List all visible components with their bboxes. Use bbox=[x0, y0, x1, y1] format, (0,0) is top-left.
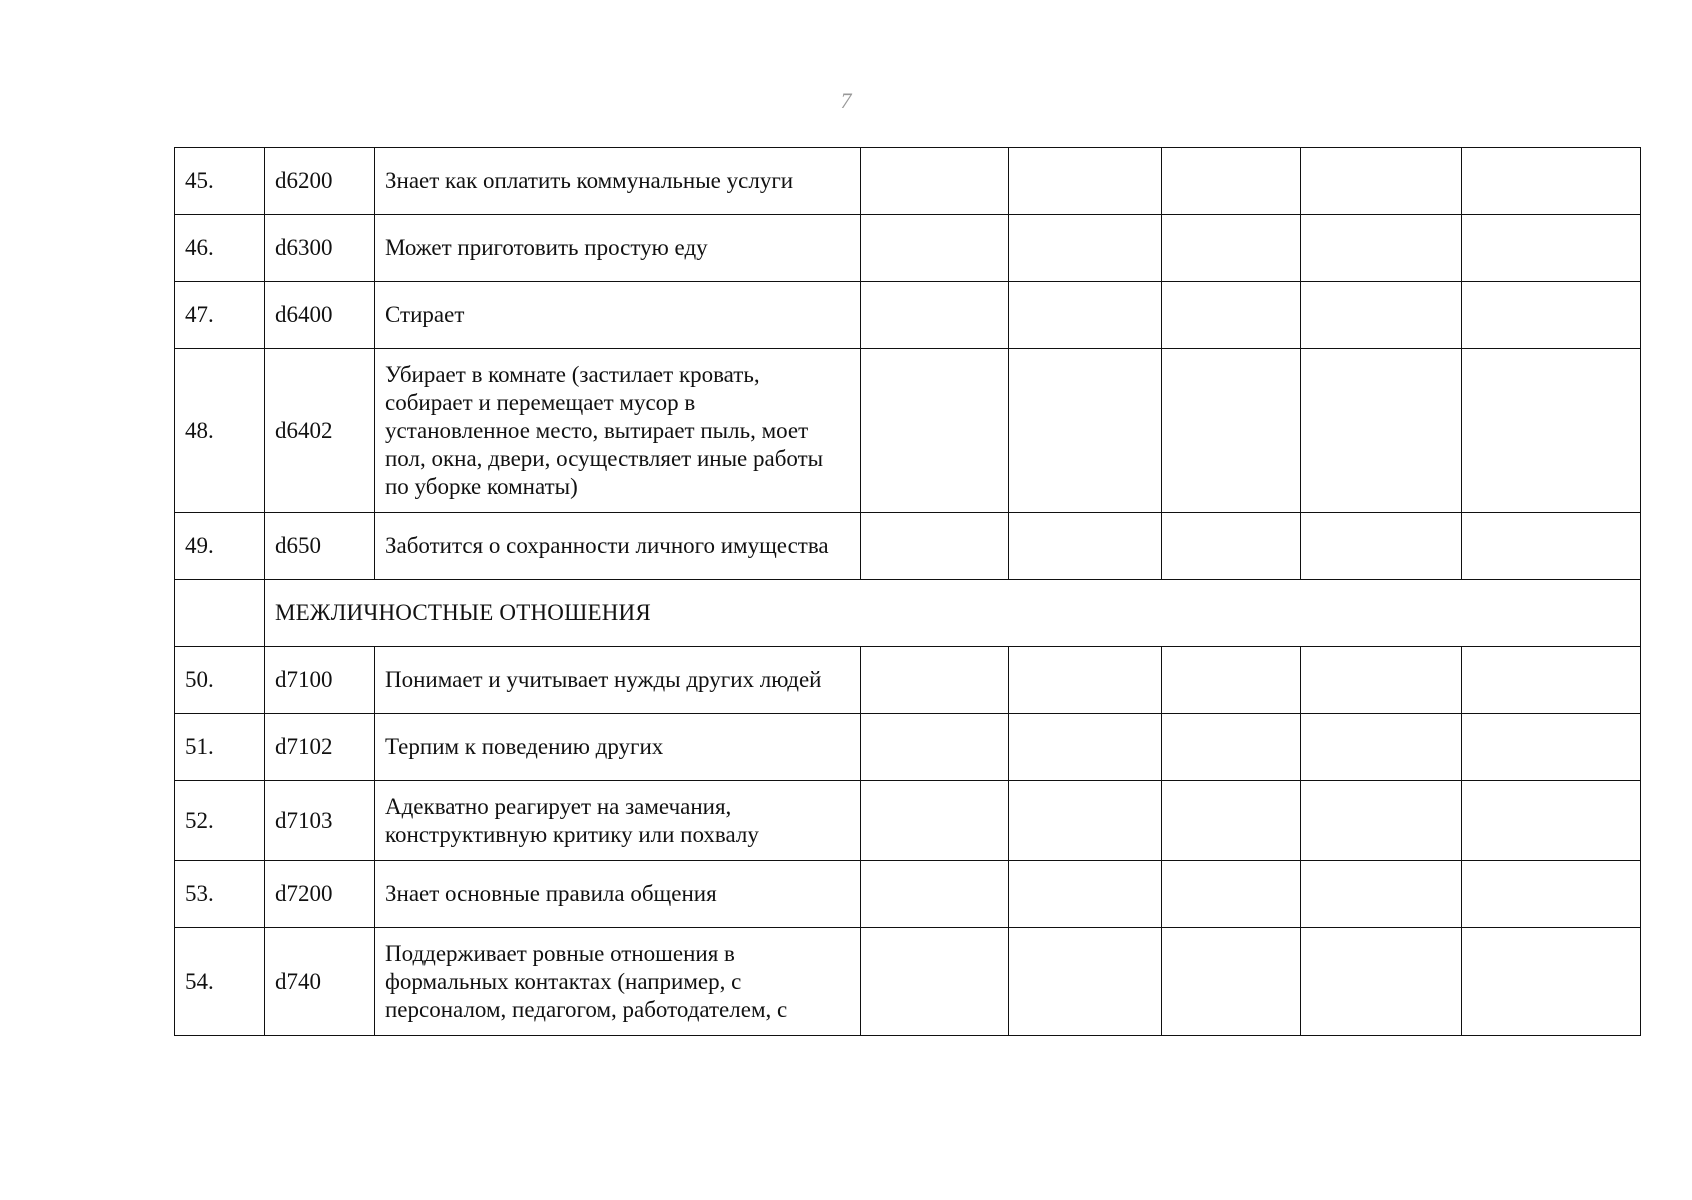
rating-cell bbox=[1009, 148, 1162, 215]
rating-cell bbox=[1462, 215, 1641, 282]
rating-cell bbox=[1462, 714, 1641, 781]
rating-cell bbox=[861, 861, 1009, 928]
table-row bbox=[175, 714, 1641, 781]
description-line: Терпим к поведению других bbox=[385, 734, 664, 759]
description-line: Поддерживает ровные отношения в bbox=[385, 940, 735, 966]
rating-cell bbox=[861, 714, 1009, 781]
table-row bbox=[175, 148, 1641, 215]
skill-description bbox=[375, 647, 861, 714]
description-line: пол, окна, двери, осуществляет иные работы bbox=[385, 445, 824, 471]
rating-cell bbox=[1009, 781, 1162, 861]
description-line: Заботится о сохранности личного имущества bbox=[385, 533, 829, 558]
description-line: установленное место, вытирает пыль, моет bbox=[385, 417, 809, 443]
rating-cell bbox=[1301, 647, 1462, 714]
description-line: Убирает в комнате (застилает кровать, bbox=[385, 361, 760, 387]
icf-code: d650 bbox=[265, 513, 375, 580]
rating-cell bbox=[1009, 282, 1162, 349]
description-line: Знает как оплатить коммунальные услуги bbox=[385, 168, 794, 193]
table-row bbox=[175, 513, 1641, 580]
table-row bbox=[175, 647, 1641, 714]
skill-description bbox=[375, 861, 861, 928]
skill-description bbox=[375, 714, 861, 781]
description-line: Может приготовить простую еду bbox=[385, 235, 708, 260]
icf-code: d6400 bbox=[265, 282, 375, 349]
row-number: 48. bbox=[175, 349, 265, 513]
rating-cell bbox=[1162, 861, 1301, 928]
rating-cell bbox=[1162, 282, 1301, 349]
rating-cell bbox=[1462, 928, 1641, 1036]
rating-cell bbox=[1009, 215, 1162, 282]
icf-code: d7100 bbox=[265, 647, 375, 714]
rating-cell bbox=[1009, 861, 1162, 928]
table-row bbox=[175, 861, 1641, 928]
table-row bbox=[175, 349, 1641, 513]
rating-cell bbox=[1301, 928, 1462, 1036]
description-line: персоналом, педагогом, работодателем, с bbox=[385, 996, 788, 1022]
row-number: 49. bbox=[175, 513, 265, 580]
rating-cell bbox=[1462, 513, 1641, 580]
rating-cell bbox=[1301, 513, 1462, 580]
rating-cell bbox=[1462, 647, 1641, 714]
description-line: Адекватно реагирует на замечания, bbox=[385, 793, 732, 819]
description-line: Понимает и учитывает нужды других людей bbox=[385, 667, 822, 692]
icf-code: d7200 bbox=[265, 861, 375, 928]
icf-code: d7102 bbox=[265, 714, 375, 781]
row-number: 45. bbox=[175, 148, 265, 215]
row-number: 51. bbox=[175, 714, 265, 781]
table-row bbox=[175, 928, 1641, 1036]
skill-description bbox=[375, 513, 861, 580]
table-row bbox=[175, 215, 1641, 282]
rating-cell bbox=[1462, 781, 1641, 861]
rating-cell bbox=[1009, 647, 1162, 714]
rating-cell bbox=[1162, 215, 1301, 282]
rating-cell bbox=[861, 928, 1009, 1036]
skill-description bbox=[375, 349, 861, 513]
rating-cell bbox=[1462, 861, 1641, 928]
description-line: по уборке комнаты) bbox=[385, 473, 578, 499]
row-number: 52. bbox=[175, 781, 265, 861]
skill-description bbox=[375, 148, 861, 215]
rating-cell bbox=[1301, 349, 1462, 513]
page-number: 7 bbox=[840, 88, 852, 113]
rating-cell bbox=[1162, 781, 1301, 861]
section-row bbox=[175, 580, 1641, 647]
row-number: 54. bbox=[175, 928, 265, 1036]
rating-cell bbox=[861, 781, 1009, 861]
row-number: 47. bbox=[175, 282, 265, 349]
rating-cell bbox=[861, 513, 1009, 580]
rating-cell bbox=[1162, 513, 1301, 580]
rating-cell bbox=[1301, 282, 1462, 349]
rating-cell bbox=[861, 282, 1009, 349]
skill-description bbox=[375, 928, 861, 1036]
rating-cell bbox=[1009, 349, 1162, 513]
table-row bbox=[175, 781, 1641, 861]
rating-cell bbox=[1162, 148, 1301, 215]
section-number-cell bbox=[175, 580, 265, 647]
icf-code: d6300 bbox=[265, 215, 375, 282]
rating-cell bbox=[1162, 349, 1301, 513]
rating-cell bbox=[1301, 781, 1462, 861]
table-body bbox=[175, 148, 1641, 1036]
rating-cell bbox=[861, 647, 1009, 714]
rating-cell bbox=[1162, 647, 1301, 714]
rating-cell bbox=[1301, 148, 1462, 215]
rating-cell bbox=[861, 215, 1009, 282]
rating-cell bbox=[1009, 928, 1162, 1036]
rating-cell bbox=[861, 148, 1009, 215]
rating-cell bbox=[1162, 714, 1301, 781]
description-line: формальных контактах (например, с bbox=[385, 968, 742, 994]
skill-description bbox=[375, 282, 861, 349]
rating-cell bbox=[1162, 928, 1301, 1036]
rating-cell bbox=[1462, 349, 1641, 513]
row-number: 46. bbox=[175, 215, 265, 282]
rating-cell bbox=[1301, 215, 1462, 282]
assessment-table bbox=[174, 147, 1641, 1036]
icf-code: d7103 bbox=[265, 781, 375, 861]
icf-code: d6200 bbox=[265, 148, 375, 215]
rating-cell bbox=[1009, 714, 1162, 781]
skill-description bbox=[375, 215, 861, 282]
skill-description bbox=[375, 781, 861, 861]
row-number: 53. bbox=[175, 861, 265, 928]
rating-cell bbox=[1301, 714, 1462, 781]
rating-cell bbox=[1462, 148, 1641, 215]
icf-code: d740 bbox=[265, 928, 375, 1036]
description-line: конструктивную критику или похвалу bbox=[385, 821, 759, 847]
table-row bbox=[175, 282, 1641, 349]
icf-code: d6402 bbox=[265, 349, 375, 513]
rating-cell bbox=[861, 349, 1009, 513]
rating-cell bbox=[1301, 861, 1462, 928]
description-line: Знает основные правила общения bbox=[385, 881, 717, 906]
description-line: собирает и перемещает мусор в bbox=[385, 389, 696, 415]
row-number: 50. bbox=[175, 647, 265, 714]
description-line: Стирает bbox=[385, 302, 465, 327]
section-title: МЕЖЛИЧНОСТНЫЕ ОТНОШЕНИЯ bbox=[265, 580, 1641, 647]
rating-cell bbox=[1009, 513, 1162, 580]
rating-cell bbox=[1462, 282, 1641, 349]
